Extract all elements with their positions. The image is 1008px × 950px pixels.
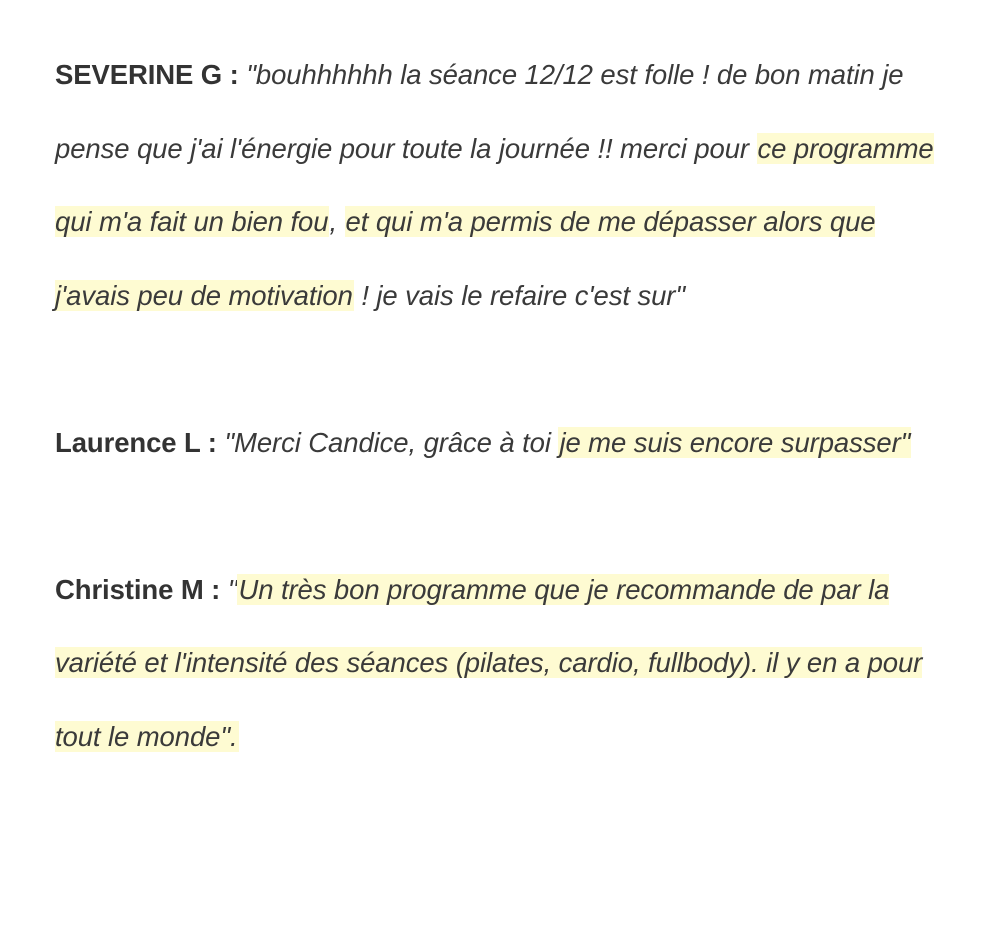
highlighted-text: je me suis encore surpasser" xyxy=(559,426,911,458)
quote-text: "bouhhhhhh la séance 12/12 est folle ! de bon matin je pense que j'ai l'énergie pour toute la journée !! merci pour xyxy=(55,59,904,164)
testimonial-quote xyxy=(224,427,911,458)
highlighted-text: et qui m'a permis de me dépasser alors que j'avais peu de motivation xyxy=(55,206,876,311)
testimonial-author: Christine M : xyxy=(55,573,221,605)
testimonial-severine xyxy=(55,38,955,332)
testimonial-author: Laurence L : xyxy=(55,426,217,458)
testimonial-laurence xyxy=(55,406,955,480)
testimonial-author: SEVERINE G : xyxy=(55,59,239,90)
highlighted-text: ce programme qui m'a fait un bien fou xyxy=(55,132,934,237)
quote-text: ! je vais le refaire c'est sur" xyxy=(353,279,686,311)
quote-text: , xyxy=(329,206,345,237)
quote-text: " xyxy=(227,573,238,605)
quote-text: "Merci Candice, grâce à toi xyxy=(224,426,559,458)
testimonials-list xyxy=(55,38,955,773)
testimonial-christine xyxy=(55,553,955,774)
highlighted-text: Un très bon programme que je recommande de par la variété et l'intensité des séances (pilates, cardio, fullbody). il y en a pour tout le monde". xyxy=(55,573,923,752)
testimonial-quote xyxy=(55,59,934,311)
